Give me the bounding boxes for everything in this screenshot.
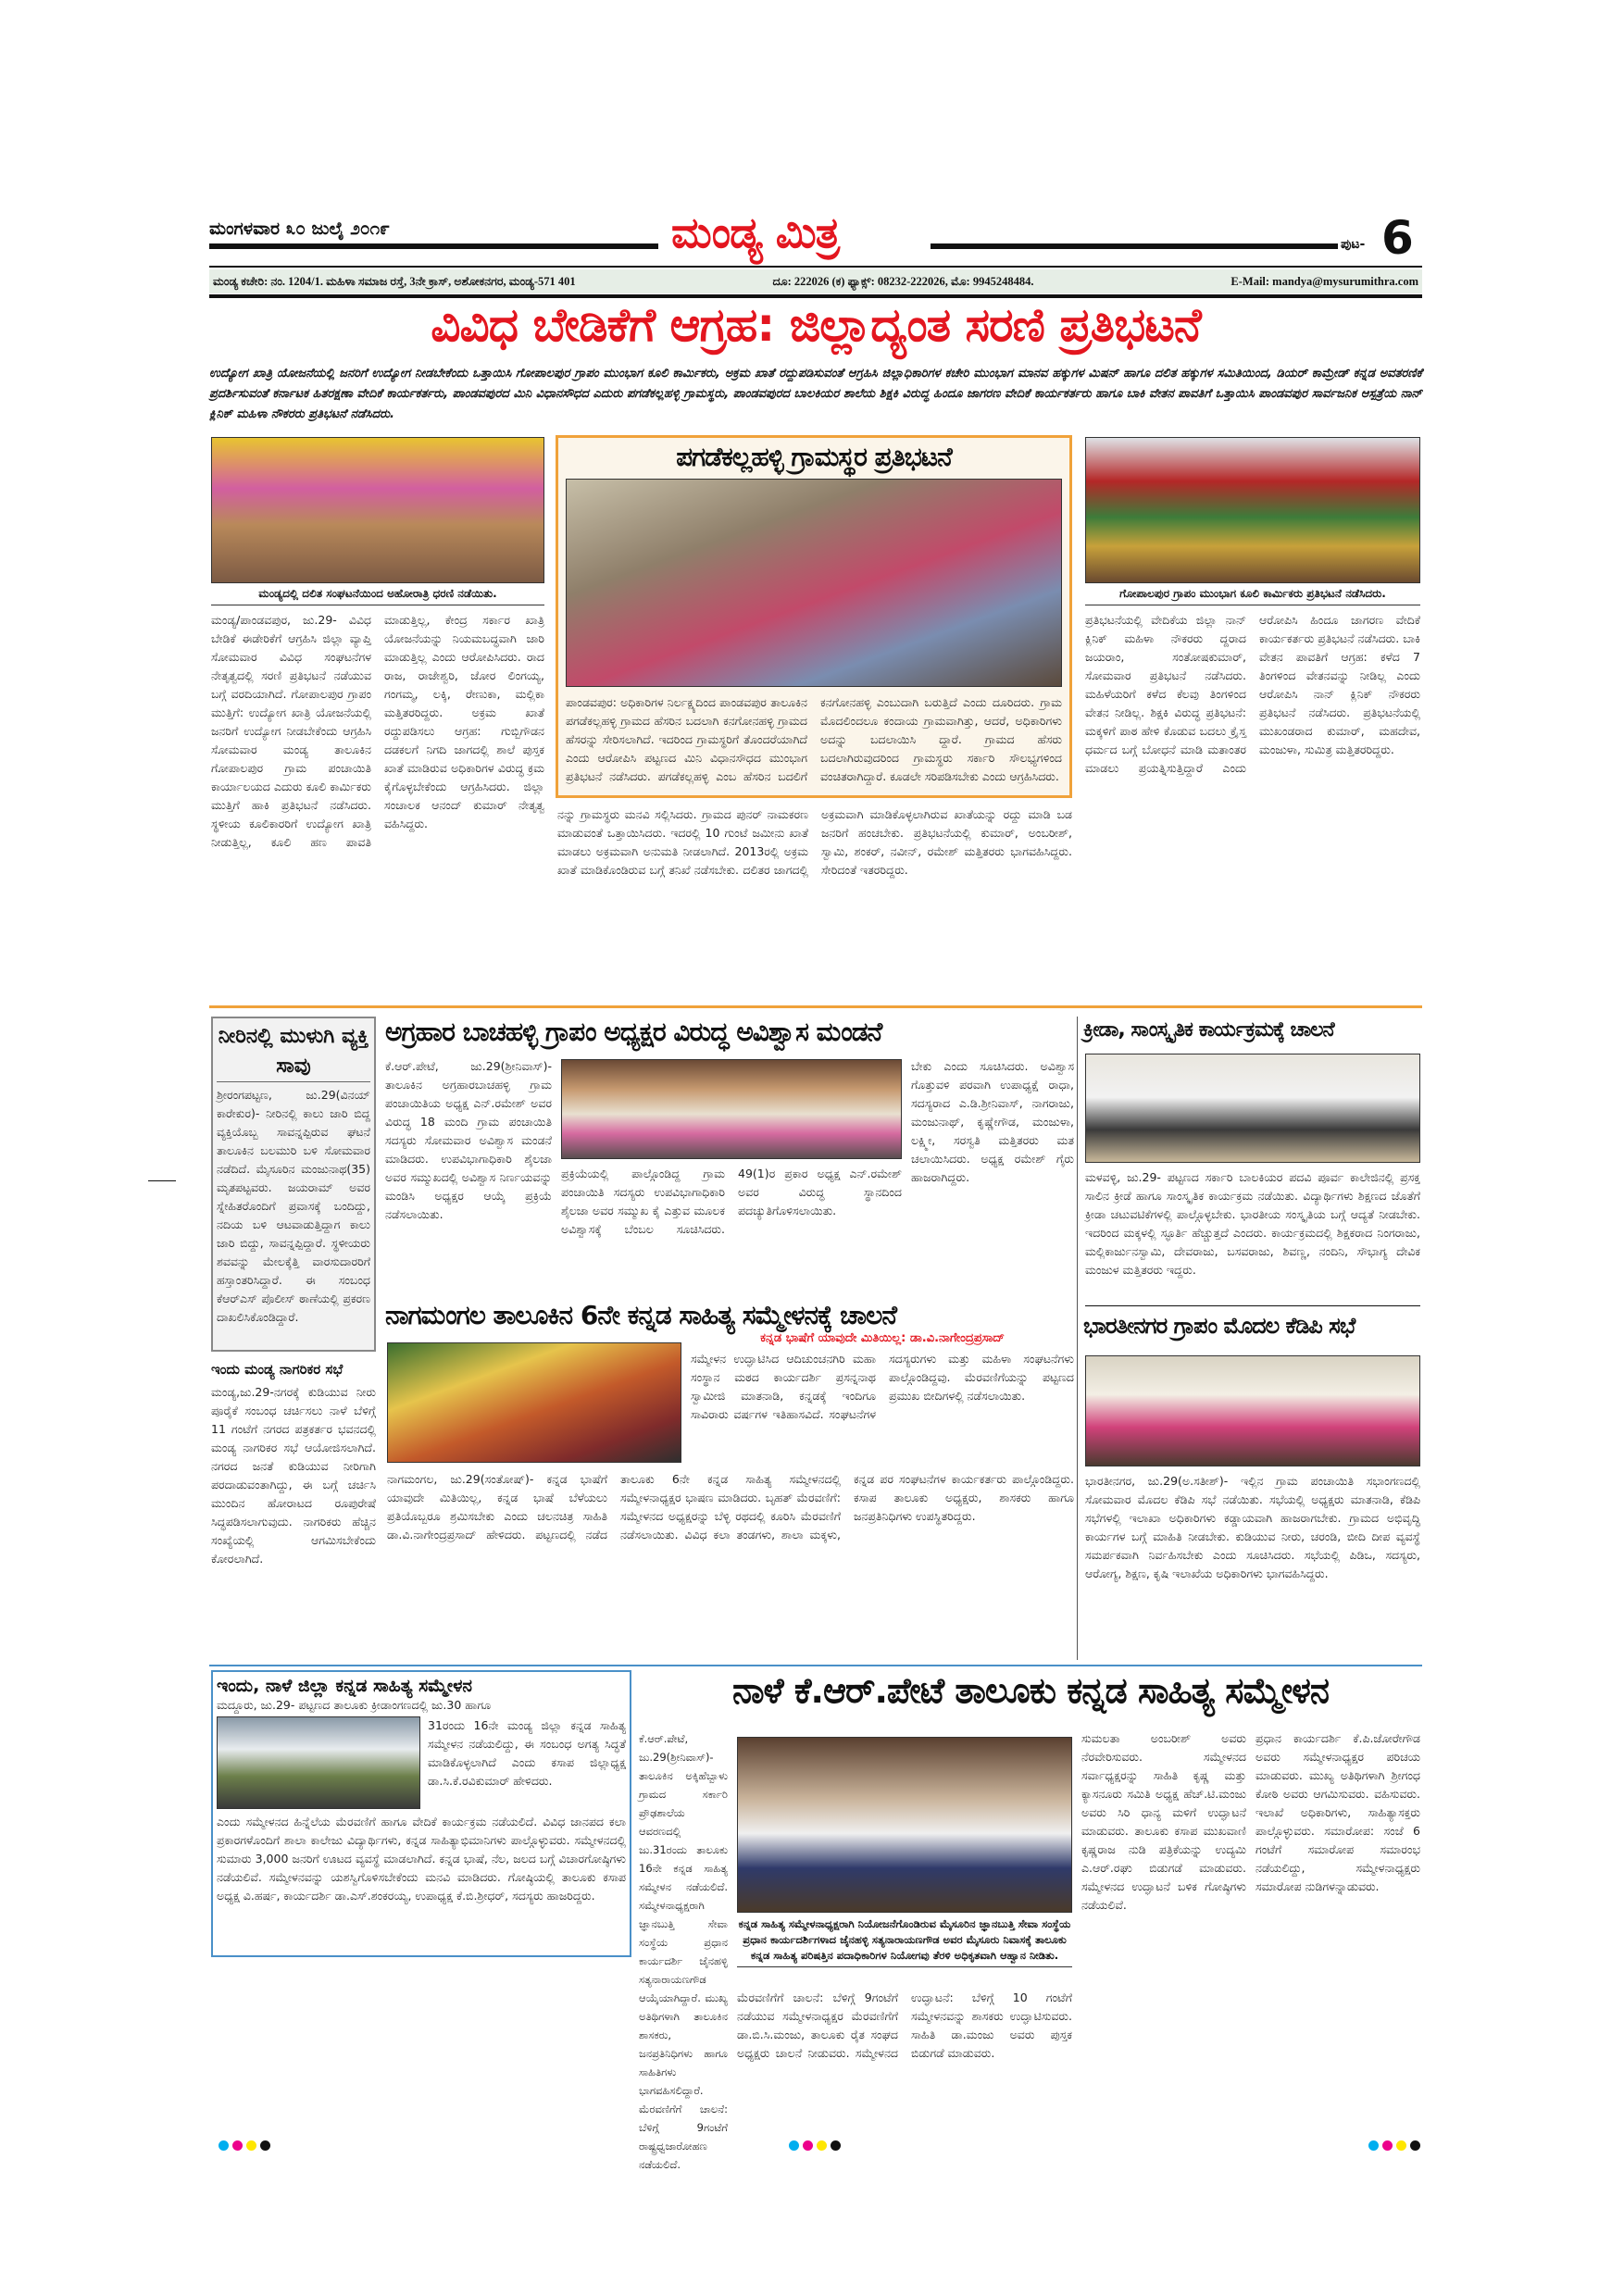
page-number: 6 <box>1381 211 1414 265</box>
agrahara-headline: ಅಗ್ರಹಾರ ಬಾಚಹಳ್ಳಿ ಗ್ರಾಪಂ ಅಧ್ಯಕ್ಷರ ವಿರುದ್ಧ ಅವಿಶ್ವಾಸ ಮಂಡನೆ <box>385 1017 882 1047</box>
nagamangala-body-top: ಸಮ್ಮೇಳನ ಉದ್ಘಾಟಿಸಿದ ಆದಿಚುಂಚನಗಿರಿ ಮಹಾ ಸಂಸ್ಥಾನ ಮಠದ ಕಾರ್ಯದರ್ಶಿ ಪ್ರಸನ್ನನಾಥ ಸ್ವಾಮೀಜಿ ಮಾತನಾಡಿ, ಕನ್ನಡಕ್ಕೆ ಇಂದಿಗೂ ಸಾವಿರಾರು ವರ್ಷಗಳ ಇತಿಹಾಸವಿದೆ. ಸಂಘಟನೆಗಳ ಸದಸ್ಯರುಗಳು ಮತ್ತು ಮಹಿಳಾ ಸಂಘಟನೆಗಳು ಪಾಲ್ಗೊಂಡಿದ್ದವು. ಮೆರವಣಿಗೆಯನ್ನು ಪಟ್ಟಣದ ಪ್ರಮುಖ ಬೀದಿಗಳಲ್ಲಿ ನಡೆಸಲಾಯಿತು. <box>691 1352 1074 1421</box>
issue-date: ಮಂಗಳವಾರ ೩೦ ಜುಲೈ ೨೦೧೯ <box>209 218 390 239</box>
sports-bottom-rule <box>1085 1305 1420 1306</box>
address-bar-top-rule <box>209 266 1422 268</box>
district-meet-body: ಎಂದು ಸಮ್ಮೇಳನದ ಹಿನ್ನೆಲೆಯ ಮೆರವಣಿಗೆ ಹಾಗೂ ವೇದಿಕೆ ಕಾರ್ಯಕ್ರಮ ನಡೆಯಲಿದೆ. ವಿವಿಧ ಜಾನಪದ ಕಲಾ ಪ್ರಕಾರಗಳೊಂದಿಗೆ ಶಾಲಾ ಕಾಲೇಜು ವಿದ್ಯಾರ್ಥಿಗಳು, ಕನ್ನಡ ಸಾಹಿತ್ಯಾಭಿಮಾನಿಗಳು ಪಾಲ್ಗೊಳ್ಳುವರು. ಸಮ್ಮೇಳನದಲ್ಲಿ ಸುಮಾರು 3,000 ಜನರಿಗೆ ಊಟದ ವ್ಯವಸ್ಥೆ ಮಾಡಲಾಗಿದೆ. ಕನ್ನಡ ಭಾಷೆ, ನೆಲ, ಜಲದ ಬಗ್ಗೆ ವಿಚಾರಗೋಷ್ಠಿಗಳು ನಡೆಯಲಿವೆ. ಸಮ್ಮೇಳನವನ್ನು ಯಶಸ್ವಿಗೊಳಿಸಬೇಕೆಂದು ಮನವಿ ಮಾಡಿದರು. ಗೋಷ್ಠಿಯಲ್ಲಿ ತಾಲೂಕು ಕಸಾಪ ಅಧ್ಯಕ್ಷ ವಿ.ಹರ್ಷ, ಕಾರ್ಯದರ್ಶಿ ಡಾ.ಎಸ್.ಶಂಕರಯ್ಯ, ಉಪಾಧ್ಯಕ್ಷ ಕೆ.ಬಿ.ಶ್ರೀಧರ್, ಸದಸ್ಯರು ಹಾಜರಿದ್ದರು. <box>217 1815 626 1903</box>
masthead-title: ಮಂಡ್ಯ ಮಿತ್ರ <box>671 207 840 257</box>
district-meet-headline: ಇಂದು, ನಾಳೆ ಜಿಲ್ಲಾ ಕನ್ನಡ ಸಾಹಿತ್ಯ ಸಮ್ಮೇಳನ <box>217 1676 472 1696</box>
nagamangala-body-bottom: ನಾಗಮಂಗಲ, ಜು.29(ಸಂತೋಷ್)- ಕನ್ನಡ ಭಾಷೆಗೆ ಯಾವುದೇ ಮಿತಿಯಿಲ್ಲ, ಕನ್ನಡ ಭಾಷೆ ಬೆಳೆಯಲು ಪ್ರತಿಯೊಬ್ಬರೂ ಶ್ರಮಿಸಬೇಕು ಎಂದು ಚಲನಚಿತ್ರ ಸಾಹಿತಿ ಡಾ.ವಿ.ನಾಗೇಂದ್ರಪ್ರಸಾದ್ ಹೇಳಿದರು. ಪಟ್ಟಣದಲ್ಲಿ ನಡೆದ ತಾಲೂಕು 6ನೇ ಕನ್ನಡ ಸಾಹಿತ್ಯ ಸಮ್ಮೇಳನದಲ್ಲಿ ಸಮ್ಮೇಳನಾಧ್ಯಕ್ಷರ ಭಾಷಣ ಮಾಡಿದರು. ಬೃಹತ್ ಮೆರವಣಿಗೆ: ಸಮ್ಮೇಳನದ ಅಧ್ಯಕ್ಷರನ್ನು ಬೆಳ್ಳಿ ರಥದಲ್ಲಿ ಕೂರಿಸಿ ಮೆರವಣಿಗೆ ನಡೆಸಲಾಯಿತು. ವಿವಿಧ ಕಲಾ ತಂಡಗಳು, ಶಾಲಾ ಮಕ್ಕಳು, ಕನ್ನಡ ಪರ ಸಂಘಟನೆಗಳ ಕಾರ್ಯಕರ್ತರು ಪಾಲ್ಗೊಂಡಿದ್ದರು. ಕಸಾಪ ತಾಲೂಕು ಅಧ್ಯಕ್ಷರು, ಶಾಸಕರು ಹಾಗೂ ಜನಪ್ರತಿನಿಧಿಗಳು ಉಪಸ್ಥಿತರಿದ್ದರು. <box>387 1472 1074 1541</box>
masthead-rule-left <box>209 243 658 249</box>
district-meet-side-body: 31ರಂದು 16ನೇ ಮಂಡ್ಯ ಜಿಲ್ಲಾ ಕನ್ನಡ ಸಾಹಿತ್ಯ ಸಮ್ಮೇಳನ ನಡೆಯಲಿದ್ದು, ಈ ಸಂಬಂಧ ಅಗತ್ಯ ಸಿದ್ಧತೆ ಮಾಡಿಕೊಳ್ಳಲಾಗಿದೆ ಎಂದು ಕಸಾಪ ಜಿಲ್ಲಾಧ್ಯಕ್ಷ ಡಾ.ಸಿ.ಕೆ.ರವಿಕುಮಾರ್ ಹೇಳಿದರು. <box>428 1718 626 1788</box>
registration-dot-magenta <box>803 2140 813 2151</box>
pagadekallahalli-headline: ಪಗಡೆಕಲ್ಲಹಳ್ಳಿ ಗ್ರಾಮಸ್ಥರ ಪ್ರತಿಭಟನೆ <box>676 442 952 472</box>
address-bar <box>209 269 1422 293</box>
registration-dot-cyan <box>789 2140 799 2151</box>
bharathinagar-body: ಭಾರತೀನಗರ, ಜು.29(ಅ.ಸತೀಶ್)- ಇಲ್ಲಿನ ಗ್ರಾಮ ಪಂಚಾಯಿತಿ ಸಭಾಂಗಣದಲ್ಲಿ ಸೋಮವಾರ ಮೊದಲ ಕೆಡಿಪಿ ಸಭೆ ನಡೆಯಿತು. ಸಭೆಯಲ್ಲಿ ಅಧ್ಯಕ್ಷರು ಮಾತನಾಡಿ, ಕೆಡಿಪಿ ಸಭೆಗಳಲ್ಲಿ ಇಲಾಖಾ ಅಧಿಕಾರಿಗಳು ಕಡ್ಡಾಯವಾಗಿ ಹಾಜರಾಗಬೇಕು. ಗ್ರಾಮದ ಅಭಿವೃದ್ಧಿ ಕಾರ್ಯಗಳ ಬಗ್ಗೆ ಮಾಹಿತಿ ನೀಡಬೇಕು. ಕುಡಿಯುವ ನೀರು, ಚರಂಡಿ, ಬೀದಿ ದೀಪ ವ್ಯವಸ್ಥೆ ಸಮರ್ಪಕವಾಗಿ ನಿರ್ವಹಿಸಬೇಕು ಎಂದು ಸೂಚಿಸಿದರು. ಸಭೆಯಲ್ಲಿ ಪಿಡಿಒ, ಸದಸ್ಯರು, ಆರೋಗ್ಯ, ಶಿಕ್ಷಣ, ಕೃಷಿ ಇಲಾಖೆಯ ಅಧಿಕಾರಿಗಳು ಭಾಗವಹಿಸಿದ್ದರು. <box>1085 1474 1420 1580</box>
photo-gopalapura-protest <box>1085 437 1420 583</box>
drowning-body: ಶ್ರೀರಂಗಪಟ್ಟಣ, ಜು.29(ವಿನಯ್ ಕಾರೇಕುರ)- ನೀರಿನಲ್ಲಿ ಕಾಲು ಜಾರಿ ಬಿದ್ದ ವ್ಯಕ್ತಿಯೊಬ್ಬ ಸಾವನ್ನಪ್ಪಿರುವ ಘಟನೆ ತಾಲೂಕಿನ ಬಲಮುರಿ ಬಳಿ ಸೋಮವಾರ ನಡೆದಿದೆ. ಮೈಸೂರಿನ ಮಂಜುನಾಥ(35) ಮೃತಪಟ್ಟವರು. ಜಯರಾಮ್ ಅವರ ಸ್ನೇಹಿತರೊಂದಿಗೆ ಪ್ರವಾಸಕ್ಕೆ ಬಂದಿದ್ದು, ನದಿಯ ಬಳಿ ಆಟವಾಡುತ್ತಿದ್ದಾಗ ಕಾಲು ಜಾರಿ ಬಿದ್ದು, ಸಾವನ್ನಪ್ಪಿದ್ದಾರೆ. ಸ್ಥಳೀಯರು ಶವವನ್ನು ಮೇಲಕ್ಕೆತ್ತಿ ವಾರಸುದಾರರಿಗೆ ಹಸ್ತಾಂತರಿಸಿದ್ದಾರೆ. ಈ ಸಂಬಂಧ ಕೆಆರ್‌ಎಸ್ ಪೊಲೀಸ್ ಠಾಣೆಯಲ್ಲಿ ಪ್ರಕರಣ ದಾಖಲಿಸಿಕೊಂಡಿದ್ದಾರೆ. <box>217 1088 370 1324</box>
registration-dot-magenta <box>1382 2140 1393 2151</box>
krpete-photo-caption: ಕನ್ನಡ ಸಾಹಿತ್ಯ ಸಮ್ಮೇಳನಾಧ್ಯಕ್ಷರಾಗಿ ನಿಯೋಜನೆಗೊಂಡಿರುವ ಮೈಸೂರಿನ ಜ್ಞಾನಬುತ್ತಿ ಸೇವಾ ಸಂಸ್ಥೆಯ ಪ್ರಧಾನ ಕಾರ್ಯದರ್ಶಿಗಳಾದ ಜೈನಹಳ್ಳಿ ಸತ್ಯನಾರಾಯಣಗೌಡ ಅವರ ಮೈಸೂರು ನಿವಾಸಕ್ಕೆ ತಾಲೂಕು ಕನ್ನಡ ಸಾಹಿತ್ಯ ಪರಿಷತ್ತಿನ ಪದಾಧಿಕಾರಿಗಳ ನಿಯೋಗವು ತೆರಳಿ ಅಧಿಕೃತವಾಗಿ ಆಹ್ವಾನ ನೀಡಿತು. <box>737 1916 1072 1967</box>
citizens-meet-headline: ಇಂದು ಮಂಡ್ಯ ನಾಗರಿಕರ ಸಭೆ <box>211 1361 344 1378</box>
crop-mark <box>148 1180 176 1181</box>
district-meet-box <box>211 1670 631 1957</box>
lead-headline: ವಿವಿಧ ಬೇಡಿಕೆಗೆ ಆಗ್ರಹ: ಜಿಲ್ಲಾದ್ಯಂತ ಸರಣಿ ಪ್ರತಿಭಟನೆ <box>431 298 1201 352</box>
nagamangala-headline: ನಾಗಮಂಗಲ ತಾಲೂಕಿನ 6ನೇ ಕನ್ನಡ ಸಾಹಿತ್ಯ ಸಮ್ಮೇಳನಕ್ಕೆ ಚಾಲನೆ <box>385 1300 897 1330</box>
registration-dot-cyan <box>1368 2140 1379 2151</box>
krpete-headline: ನಾಳೆ ಕೆ.ಆರ್.ಪೇಟೆ ತಾಲೂಕು ಕನ್ನಡ ಸಾಹಿತ್ಯ ಸಮ್ಮೇಳನ <box>731 1670 1330 1711</box>
bharathinagar-headline: ಭಾರತೀನಗರ ಗ್ರಾಪಂ ಮೊದಲ ಕೆಡಿಪಿ ಸಭೆ <box>1083 1313 1355 1339</box>
citizens-meet-body: ಮಂಡ್ಯ,ಜು.29-ನಗರಕ್ಕೆ ಕುಡಿಯುವ ನೀರು ಪೂರೈಕೆ ಸಂಬಂಧ ಚರ್ಚಿಸಲು ನಾಳೆ ಬೆಳಿಗ್ಗೆ 11 ಗಂಟೆಗೆ ನಗರದ ಪತ್ರಕರ್ತರ ಭವನದಲ್ಲಿ ಮಂಡ್ಯ ನಾಗರಿಕರ ಸಭೆ ಆಯೋಜಿಸಲಾಗಿದೆ. ನಗರದ ಜನತೆ ಕುಡಿಯುವ ನೀರಿಗಾಗಿ ಪರದಾಡುವಂತಾಗಿದ್ದು, ಈ ಬಗ್ಗೆ ಚರ್ಚಿಸಿ ಮುಂದಿನ ಹೋರಾಟದ ರೂಪುರೇಷೆ ಸಿದ್ಧಪಡಿಸಲಾಗುವುದು. ನಾಗರಿಕರು ಹೆಚ್ಚಿನ ಸಂಖ್ಯೆಯಲ್ಲಿ ಆಗಮಿಸಬೇಕೆಂದು ಕೋರಲಾಗಿದೆ. <box>211 1385 376 1566</box>
registration-dot-yellow <box>1396 2140 1406 2151</box>
office-address: ಮಂಡ್ಯ ಕಚೇರಿ: ನಂ. 1204/1. ಮಹಿಳಾ ಸಮಾಜ ರಸ್ತೆ, 3ನೇ ಕ್ರಾಸ್, ಅಶೋಕನಗರ, ಮಂಡ್ಯ-571 401 <box>213 274 576 288</box>
registration-dot-black <box>831 2140 841 2151</box>
section-divider-orange <box>209 1005 1422 1008</box>
section-divider-blue <box>209 1665 1422 1666</box>
photo-pagadekallahalli <box>566 479 1062 687</box>
office-email: E-Mail: mandya@mysurumithra.com <box>1230 274 1418 288</box>
lead-summary: ಉದ್ಯೋಗ ಖಾತ್ರಿ ಯೋಜನೆಯಲ್ಲಿ ಜನರಿಗೆ ಉದ್ಯೋಗ ನೀಡಬೇಕೆಂದು ಒತ್ತಾಯಿಸಿ ಗೋಪಾಲಪುರ ಗ್ರಾಪಂ ಮುಂಭಾಗ ಕೂಲಿ ಕಾರ್ಮಿಕರು, ಅಕ್ರಮ ಖಾತೆ ರದ್ದುಪಡಿಸುವಂತೆ ಆಗ್ರಹಿಸಿ ಜಿಲ್ಲಾಧಿಕಾರಿಗಳ ಕಚೇರಿ ಮುಂಭಾಗ ಮಾನವ ಹಕ್ಕುಗಳ ಮಿಷನ್ ಹಾಗೂ ದಲಿತ ಹಕ್ಕುಗಳ ಸಮಿತಿಯಿಂದ, ಡಿಯರ್ ಕಾಮ್ರೇಡ್ ಕನ್ನಡ ಅವತರಣಿಕೆ ಪ್ರದರ್ಶಿಸುವಂತೆ ಕರ್ನಾಟಕ ಹಿತರಕ್ಷಣಾ ವೇದಿಕೆ ಕಾರ್ಯಕರ್ತರು, ಪಾಂಡವಪುರದ ಮಿನಿ ವಿಧಾನಸೌಧದ ಎದುರು ಪಗಡೆಕಲ್ಲಹಳ್ಳಿ ಗ್ರಾಮಸ್ಥರು, ಪಾಂಡವಪುರದ ಬಾಲಕಿಯರ ಶಾಲೆಯ ಶಿಕ್ಷಕಿ ವಿರುದ್ಧ ಹಿಂದೂ ಜಾಗರಣ ವೇದಿಕೆ ಕಾರ್ಯಕರ್ತರು ಹಾಗೂ ಬಾಕಿ ವೇತನ ಪಾವತಿಗೆ ಒತ್ತಾಯಿಸಿ ಪಾಂಡವಪುರ ಸಾರ್ವಜನಿಕ ಆಸ್ಪತ್ರೆಯ ನಾನ್ ಕ್ಲಿನಿಕ್ ಮಹಿಳಾ ನೌಕರರು ಪ್ರತಿಭಟನೆ ನಡೆಸಿದರು. <box>209 367 1422 421</box>
pagadekallahalli-box <box>556 435 1072 798</box>
photo-dalit-protest <box>211 437 544 583</box>
registration-dot-black <box>1410 2140 1420 2151</box>
registration-dot-yellow <box>817 2140 827 2151</box>
masthead-rule-right <box>931 243 1338 249</box>
registration-dot-black <box>260 2140 270 2151</box>
drowning-box <box>211 1017 376 1352</box>
agrahara-body-bottom: ಪ್ರಕ್ರಿಯೆಯಲ್ಲಿ ಪಾಲ್ಗೊಂಡಿದ್ದ ಗ್ರಾಮ ಪಂಚಾಯಿತಿ ಸದಸ್ಯರು ಉಪವಿಭಾಗಾಧಿಕಾರಿ ಶೈಲಜಾ ಅವರ ಸಮ್ಮುಖ ಕೈ ಎತ್ತುವ ಮೂಲಕ ಅವಿಶ್ವಾಸಕ್ಕೆ ಬೆಂಬಲ ಸೂಚಿಸಿದರು. 49(1)ರ ಪ್ರಕಾರ ಅಧ್ಯಕ್ಷ ಎನ್.ರಮೇಶ್ ಅವರ ವಿರುದ್ಧ ಸ್ಥಾನದಿಂದ ಪದಚ್ಯುತಿಗೊಳಿಸಲಾಯಿತು. <box>561 1167 902 1236</box>
sports-headline: ಕ್ರೀಡಾ, ಸಾಂಸ್ಕೃತಿಕ ಕಾರ್ಯಕ್ರಮಕ್ಕೆ ಚಾಲನೆ <box>1083 1018 1334 1042</box>
pagadekallahalli-body: ಪಾಂಡವಪುರ: ಅಧಿಕಾರಿಗಳ ನಿರ್ಲಕ್ಷ್ಯದಿಂದ ಪಾಂಡವಪುರ ತಾಲೂಕಿನ ಪಗಡೆಕಲ್ಲಹಳ್ಳಿ ಗ್ರಾಮದ ಹೆಸರಿನ ಬದಲಾಗಿ ಕನಗೋನಹಳ್ಳಿ ಗ್ರಾಮದ ಹೆಸರನ್ನು ಸೇರಿಸಲಾಗಿದೆ. ಇದರಿಂದ ಗ್ರಾಮಸ್ಥರಿಗೆ ತೊಂದರೆಯಾಗಿದೆ ಎಂದು ಆರೋಪಿಸಿ ಪಟ್ಟಣದ ಮಿನಿ ವಿಧಾನಸೌಧದ ಮುಂಭಾಗ ಪ್ರತಿಭಟನೆ ನಡೆಸಿದರು. ಪಗಡೆಕಲ್ಲಹಳ್ಳಿ ಎಂಬ ಹೆಸರಿನ ಬದಲಿಗೆ ಕನಗೋನಹಳ್ಳಿ ಎಂಬುದಾಗಿ ಬರುತ್ತಿದೆ ಎಂದು ದೂರಿದರು. ಗ್ರಾಮ ಮೊದಲಿಂದಲೂ ಕಂದಾಯ ಗ್ರಾಮವಾಗಿತ್ತು, ಆದರೆ, ಅಧಿಕಾರಿಗಳು ಅದನ್ನು ಬದಲಾಯಿಸಿ ದ್ದಾರೆ. ಗ್ರಾಮದ ಹೆಸರು ಬದಲಾಗಿರುವುದರಿಂದ ಗ್ರಾಮಸ್ಥರು ಸರ್ಕಾರಿ ಸೌಲಭ್ಯಗಳಿಂದ ವಂಚಿತರಾಗಿದ್ದಾರೆ. ಕೂಡಲೇ ಸರಿಪಡಿಸಬೇಕು ಎಂದು ಆಗ್ರಹಿಸಿದರು. <box>566 695 1062 783</box>
krpete-body-center: ಮೆರವಣಿಗೆಗೆ ಚಾಲನೆ: ಬೆಳಿಗ್ಗೆ 9ಗಂಟೆಗೆ ನಡೆಯುವ ಸಮ್ಮೇಳನಾಧ್ಯಕ್ಷರ ಮೆರವಣಿಗೆಗೆ ಡಾ.ಬಿ.ಸಿ.ಮಂಜು, ತಾಲೂಕು ರೈತ ಸಂಘದ ಅಧ್ಯಕ್ಷರು ಚಾಲನೆ ನೀಡುವರು. ಸಮ್ಮೇಳನದ ಉದ್ಘಾಟನೆ: ಬೆಳಿಗ್ಗೆ 10 ಗಂಟೆಗೆ ಸಮ್ಮೇಳನವನ್ನು ಶಾಸಕರು ಉದ್ಘಾಟಿಸುವರು. ಸಾಹಿತಿ ಡಾ.ಮಂಜು ಅವರು ಪುಸ್ತಕ ಬಿಡುಗಡೆ ಮಾಡುವರು. <box>737 1990 1072 2060</box>
krpete-body-right1: ಸುಮಲತಾ ಅಂಬರೀಶ್ ಅವರು ನೆರವೇರಿಸುವರು. ಸಮ್ಮೇಳನದ ಸರ್ವಾಧ್ಯಕ್ಷರನ್ನು ಸಾಹಿತಿ ಕೃಷ್ಣ ಮತ್ತು ಕ್ಯಾಸನೂರು ಸಮಿತಿ ಅಧ್ಯಕ್ಷ ಹೆಚ್.ಟಿ.ಮಂಜು ಅವರು ಸಿರಿ ಧಾನ್ಯ ಮಳಿಗೆ ಉದ್ಘಾಟನೆ ಮಾಡುವರು. ತಾಲೂಕು ಕಸಾಪ ಮುಖವಾಣಿ ಕೃಷ್ಣರಾಜ ನುಡಿ ಪತ್ರಿಕೆಯನ್ನು ಉದ್ಯಮಿ ಎ.ಆರ್.ರಘು ಬಿಡುಗಡೆ ಮಾಡುವರು. ಸಮ್ಮೇಳನದ ಉದ್ಘಾಟನೆ ಬಳಿಕ ಗೋಷ್ಠಿಗಳು ನಡೆಯಲಿವೆ. <box>1081 1731 1246 1912</box>
lead-center-lower-body: ನನ್ನು ಗ್ರಾಮಸ್ಥರು ಮನವಿ ಸಲ್ಲಿಸಿದರು. ಗ್ರಾಮದ ಪುನರ್ ನಾಮಕರಣ ಮಾಡುವಂತೆ ಒತ್ತಾಯಿಸಿದರು. ಇದರಲ್ಲಿ 10 ಗುಂಟೆ ಜಮೀನು ಖಾತೆ ಮಾಡಲು ಅಕ್ರಮವಾಗಿ ಅನುಮತಿ ನೀಡಲಾಗಿದೆ. 2013ರಲ್ಲಿ ಅಕ್ರಮ ಖಾತೆ ಮಾಡಿಕೊಂಡಿರುವ ಬಗ್ಗೆ ತನಿಖೆ ನಡೆಸಬೇಕು. ದಲಿತರ ಜಾಗದಲ್ಲಿ ಅಕ್ರಮವಾಗಿ ಮಾಡಿಕೊಳ್ಳಲಾಗಿರುವ ಖಾತೆಯನ್ನು ರದ್ದು ಮಾಡಿ ಬಡ ಜನರಿಗೆ ಹಂಚಬೇಕು. ಪ್ರತಿಭಟನೆಯಲ್ಲಿ ಕುಮಾರ್, ಅಂಬರೀಶ್, ಸ್ವಾಮಿ, ಶಂಕರ್, ನವೀನ್, ರಮೇಶ್ ಮತ್ತಿತರರು ಭಾಗವಹಿಸಿದ್ದರು. ಸೇರಿದಂತೆ ಇತರರಿದ್ದರು. <box>557 807 1072 877</box>
caption-gopalapura-protest: ಗೋಪಾಲಪುರ ಗ್ರಾಪಂ ಮುಂಭಾಗ ಕೂಲಿ ಕಾರ್ಮಿಕರು ಪ್ರತಿಭಟನೆ ನಡೆಸಿದರು. <box>1085 587 1420 605</box>
drowning-headline: ನೀರಿನಲ್ಲಿ ಮುಳುಗಿ ವ್ಯಕ್ತಿ ಸಾವು <box>217 1022 370 1082</box>
krpete-body-left: ಕೆ.ಆರ್.ಪೇಟೆ, ಜು.29(ಶ್ರೀನಿವಾಸ್)- ತಾಲೂಕಿನ ಅಕ್ಕಿಹೆಬ್ಬಾಳು ಗ್ರಾಮದ ಸರ್ಕಾರಿ ಪ್ರೌಢಶಾಲೆಯ ಆವರಣದಲ್ಲಿ ಜು.31ರಂದು ತಾಲೂಕು 16ನೇ ಕನ್ನಡ ಸಾಹಿತ್ಯ ಸಮ್ಮೇಳನ ನಡೆಯಲಿದೆ. ಸಮ್ಮೇಳನಾಧ್ಯಕ್ಷರಾಗಿ ಜ್ಞಾನಬುತ್ತಿ ಸೇವಾ ಸಂಸ್ಥೆಯ ಪ್ರಧಾನ ಕಾರ್ಯದರ್ಶಿ ಜೈನಹಳ್ಳಿ ಸತ್ಯನಾರಾಯಣಗೌಡ ಆಯ್ಕೆಯಾಗಿದ್ದಾರೆ. ಮುಖ್ಯ ಅತಿಥಿಗಳಾಗಿ ತಾಲೂಕಿನ ಶಾಸಕರು, ಜನಪ್ರತಿನಿಧಿಗಳು ಹಾಗೂ ಸಾಹಿತಿಗಳು ಭಾಗವಹಿಸಲಿದ್ದಾರೆ. ಮೆರವಣಿಗೆಗೆ ಚಾಲನೆ: ಬೆಳಿಗ್ಗೆ 9ಗಂಟೆಗೆ ರಾಷ್ಟ್ರಧ್ವಜಾರೋಹಣ ನಡೆಯಲಿದೆ. <box>639 1732 728 2171</box>
photo-nagamangala-sammelana <box>387 1342 681 1463</box>
photo-agrahara-members <box>561 1059 902 1159</box>
photo-sports-event <box>1085 1054 1420 1163</box>
right-column-divider <box>1077 1017 1078 1660</box>
lead-right-body: ಪ್ರತಿಭಟನೆಯಲ್ಲಿ ವೇದಿಕೆಯ ಜಿಲ್ಲಾ ನಾನ್ ಕ್ಲಿನಿಕ್ ಮಹಿಳಾ ನೌಕರರು ದ್ದರಾದ ಜಯರಾಂ, ಸಂತೋಷಕುಮಾರ್, ಸೋಮವಾರ ಪ್ರತಿಭಟನೆ ನಡೆಸಿದರು. ಮಹಿಳೆಯರಿಗೆ ಕಳೆದ ಕೆಲವು ತಿಂಗಳಿಂದ ವೇತನ ನೀಡಿಲ್ಲ. ಶಿಕ್ಷಕಿ ವಿರುದ್ಧ ಪ್ರತಿಭಟನೆ: ಮಕ್ಕಳಿಗೆ ಪಾಠ ಹೇಳಿ ಕೊಡುವ ಬದಲು ಕ್ರೈಸ್ತ ಧರ್ಮದ ಬಗ್ಗೆ ಬೋಧನೆ ಮಾಡಿ ಮತಾಂತರ ಮಾಡಲು ಪ್ರಯತ್ನಿಸುತ್ತಿದ್ದಾರೆ ಎಂದು ಆರೋಪಿಸಿ ಹಿಂದೂ ಜಾಗರಣ ವೇದಿಕೆ ಕಾರ್ಯಕರ್ತರು ಪ್ರತಿಭಟನೆ ನಡೆಸಿದರು. ಬಾಕಿ ವೇತನ ಪಾವತಿಗೆ ಆಗ್ರಹ: ಕಳೆದ 7 ತಿಂಗಳಿಂದ ವೇತನವನ್ನು ನೀಡಿಲ್ಲ ಎಂದು ಆರೋಪಿಸಿ ನಾನ್ ಕ್ಲಿನಿಕ್ ನೌಕರರು ಪ್ರತಿಭಟನೆ ನಡೆಸಿದರು. ಪ್ರತಿಭಟನೆಯಲ್ಲಿ ಮುಖಂಡರಾದ ಕುಮಾರ್, ಮಹದೇವ, ಮಂಜುಳಾ, ಸುಮಿತ್ರ ಮತ್ತಿತರರಿದ್ದರು. <box>1085 613 1420 775</box>
registration-dot-cyan <box>219 2140 229 2151</box>
agrahara-body-right: ಬೇಕು ಎಂದು ಸೂಚಿಸಿದರು. ಅವಿಶ್ವಾಸ ಗೊತ್ತುವಳಿ ಪರವಾಗಿ ಉಪಾಧ್ಯಕ್ಷೆ ರಾಧಾ, ಸದಸ್ಯರಾದ ಎ.ಡಿ.ಶ್ರೀನಿವಾಸ್, ನಾಗರಾಜು, ಮಂಜುನಾಥ್, ಕೃಷ್ಣೇಗೌಡ, ಮಂಜುಳಾ, ಲಕ್ಷ್ಮೀ, ಸರಸ್ವತಿ ಮತ್ತಿತರರು ಮತ ಚಲಾಯಿಸಿದರು. ಅಧ್ಯಕ್ಷ ರಮೇಶ್ ಗೈರು ಹಾಜರಾಗಿದ್ದರು. <box>911 1059 1074 1184</box>
lead-left-body: ಮಂಡ್ಯ/ಪಾಂಡವಪುರ, ಜು.29- ವಿವಿಧ ಬೇಡಿಕೆ ಈಡೇರಿಕೆಗೆ ಆಗ್ರಹಿಸಿ ಜಿಲ್ಲಾ ವ್ಯಾಪ್ತಿ ಸೋಮವಾರ ವಿವಿಧ ಸಂಘಟನೆಗಳ ನೇತೃತ್ವದಲ್ಲಿ ಸರಣಿ ಪ್ರತಿಭಟನೆ ನಡೆಯುವ ಬಗ್ಗೆ ವರದಿಯಾಗಿದೆ. ಗೋಪಾಲಪುರ ಗ್ರಾಪಂ ಮುತ್ತಿಗೆ: ಉದ್ಯೋಗ ಖಾತ್ರಿ ಯೋಜನೆಯಲ್ಲಿ ಜನರಿಗೆ ಉದ್ಯೋಗ ನೀಡಬೇಕೆಂದು ಆಗ್ರಹಿಸಿ ಸೋಮವಾರ ಮಂಡ್ಯ ತಾಲೂಕಿನ ಗೋಪಾಲಪುರ ಗ್ರಾಮ ಪಂಚಾಯಿತಿ ಕಾರ್ಯಾಲಯದ ಎದುರು ಕೂಲಿ ಕಾರ್ಮಿಕರು ಮುತ್ತಿಗೆ ಹಾಕಿ ಪ್ರತಿಭಟನೆ ನಡೆಸಿದರು. ಸ್ಥಳೀಯ ಕೂಲಿಕಾರರಿಗೆ ಉದ್ಯೋಗ ಖಾತ್ರಿ ನೀಡುತ್ತಿಲ್ಲ, ಕೂಲಿ ಹಣ ಪಾವತಿ ಮಾಡುತ್ತಿಲ್ಲ, ಕೇಂದ್ರ ಸರ್ಕಾರ ಖಾತ್ರಿ ಯೋಜನೆಯನ್ನು ನಿಯಮಬದ್ಧವಾಗಿ ಜಾರಿ ಮಾಡುತ್ತಿಲ್ಲ ಎಂದು ಆರೋಪಿಸಿದರು. ರಾದ ರಾಜ, ರಾಜೇಶ್ವರಿ, ಜೋರ ಲಿಂಗಯ್ಯ, ಗಂಗಮ್ಮ, ಲಕ್ಕಿ, ರೇಣುಕಾ, ಮಲ್ಲಿಕಾ ಮತ್ತಿತರರಿದ್ದರು. ಅಕ್ರಮ ಖಾತೆ ರದ್ದುಪಡಿಸಲು ಆಗ್ರಹ: ಗುಬ್ಬಿಗೌಡನ ದಡಕಲಗೆ ನಿಗದಿ ಜಾಗದಲ್ಲಿ ಶಾಲೆ ಪುಸ್ತಕ ಖಾತೆ ಮಾಡಿರುವ ಅಧಿಕಾರಿಗಳ ವಿರುದ್ಧ ಕ್ರಮ ಕೈಗೊಳ್ಳಬೇಕೆಂದು ಆಗ್ರಹಿಸಿದರು. ಜಿಲ್ಲಾ ಸಂಚಾಲಕ ಆನಂದ್ ಕುಮಾರ್ ನೇತೃತ್ವ ವಹಿಸಿದ್ದರು. <box>211 613 544 849</box>
photo-kdp-meeting <box>1085 1355 1420 1466</box>
agrahara-body-left: ಕೆ.ಆರ್.ಪೇಟೆ, ಜು.29(ಶ್ರೀನಿವಾಸ್)- ತಾಲೂಕಿನ ಅಗ್ರಹಾರಬಾಚಹಳ್ಳಿ ಗ್ರಾಮ ಪಂಚಾಯಿತಿಯ ಅಧ್ಯಕ್ಷ ಎನ್.ರಮೇಶ್ ಅವರ ವಿರುದ್ಧ 18 ಮಂದಿ ಗ್ರಾಮ ಪಂಚಾಯಿತಿ ಸದಸ್ಯರು ಸೋಮವಾರ ಅವಿಶ್ವಾಸ ಮಂಡನೆ ಮಾಡಿದರು. ಉಪವಿಭಾಗಾಧಿಕಾರಿ ಶೈಲಜಾ ಅವರ ಸಮ್ಮುಖದಲ್ಲಿ ಅವಿಶ್ವಾಸ ನಿರ್ಣಯವನ್ನು ಮಂಡಿಸಿ ಅಧ್ಯಕ್ಷರ ಆಯ್ಕೆ ಪ್ರಕ್ರಿಯೆ ನಡೆಸಲಾಯಿತು. <box>385 1059 552 1221</box>
page-label: ಪುಟ- <box>1341 237 1366 252</box>
sports-body: ಮಳವಳ್ಳಿ, ಜು.29- ಪಟ್ಟಣದ ಸರ್ಕಾರಿ ಬಾಲಕಿಯರ ಪದವಿ ಪೂರ್ವ ಕಾಲೇಜಿನಲ್ಲಿ ಪ್ರಸಕ್ತ ಸಾಲಿನ ಕ್ರೀಡೆ ಹಾಗೂ ಸಾಂಸ್ಕೃತಿಕ ಕಾರ್ಯಕ್ರಮ ನಡೆಯಿತು. ವಿದ್ಯಾರ್ಥಿಗಳು ಶಿಕ್ಷಣದ ಜೊತೆಗೆ ಕ್ರೀಡಾ ಚಟುವಟಿಕೆಗಳಲ್ಲಿ ಪಾಲ್ಗೊಳ್ಳಬೇಕು. ಭಾರತೀಯ ಸಂಸ್ಕೃತಿಯ ಬಗ್ಗೆ ಆದ್ಯತೆ ನೀಡಬೇಕು. ಇದರಿಂದ ಮಕ್ಕಳಲ್ಲಿ ಸ್ಫೂರ್ತಿ ಹೆಚ್ಚುತ್ತದೆ ಎಂದರು. ಕಾರ್ಯಕ್ರಮದಲ್ಲಿ ಶಿಕ್ಷಕರಾದ ನಿಂಗರಾಜು, ಮಲ್ಲಿಕಾರ್ಜುನಸ್ವಾಮಿ, ದೇವರಾಜು, ಬಸವರಾಜು, ಶಿವಣ್ಣ, ನಂದಿನಿ, ಸೌಭಾಗ್ಯ ದೇವಿಕ ಮಂಜುಳ ಮತ್ತಿತರರು ಇದ್ದರು. <box>1085 1170 1420 1277</box>
registration-dot-magenta <box>232 2140 243 2151</box>
nagamangala-subhead: ಕನ್ನಡ ಭಾಷೆಗೆ ಯಾವುದೇ ಮಿತಿಯಿಲ್ಲ: ಡಾ.ವಿ.ನಾಗೇಂದ್ರಪ್ರಸಾದ್ <box>760 1331 1005 1345</box>
photo-krpete-invitation <box>737 1737 1072 1913</box>
krpete-body-right2: ಪ್ರಧಾನ ಕಾರ್ಯದರ್ಶಿ ಕೆ.ಪಿ.ಜೋರೇಗೌಡ ಅವರು ಸಮ್ಮೇಳನಾಧ್ಯಕ್ಷರ ಪರಿಚಯ ಮಾಡುವರು. ಮುಖ್ಯ ಅತಿಥಿಗಳಾಗಿ ಶ್ರೀಗಂಧ ಕೋಠಿ ಅವರು ಆಗಮಿಸುವರು. ವಹಿಸುವರು. ಇಲಾಖೆ ಅಧಿಕಾರಿಗಳು, ಸಾಹಿತ್ಯಾಸಕ್ತರು ಪಾಲ್ಗೊಳ್ಳುವರು. ಸಮಾರೋಪ: ಸಂಜೆ 6 ಗಂಟೆಗೆ ಸಮಾರೋಪ ಸಮಾರಂಭ ನಡೆಯಲಿದ್ದು, ಸಮ್ಮೇಳನಾಧ್ಯಕ್ಷರು ಸಮಾರೋಪ ನುಡಿಗಳನ್ನಾಡುವರು. <box>1255 1731 1420 1893</box>
office-phone: ದೂ: 222026 (ಕ) ಫ್ಯಾಕ್ಸ್: 08232-222026, ಮೊ: 9945248484. <box>772 274 1034 288</box>
photo-district-meet-venue <box>217 1716 420 1809</box>
district-meet-intro: ಮದ್ದೂರು, ಜು.29- ಪಟ್ಟಣದ ತಾಲೂಕು ಕ್ರೀಡಾಂಗಣದಲ್ಲಿ ಜು.30 ಹಾಗೂ <box>217 1698 492 1712</box>
caption-dalit-protest: ಮಂಡ್ಯದಲ್ಲಿ ದಲಿತ ಸಂಘಟನೆಯಿಂದ ಅಹೋರಾತ್ರಿ ಧರಣಿ ನಡೆಯಿತು. <box>211 587 544 605</box>
registration-dot-yellow <box>246 2140 256 2151</box>
